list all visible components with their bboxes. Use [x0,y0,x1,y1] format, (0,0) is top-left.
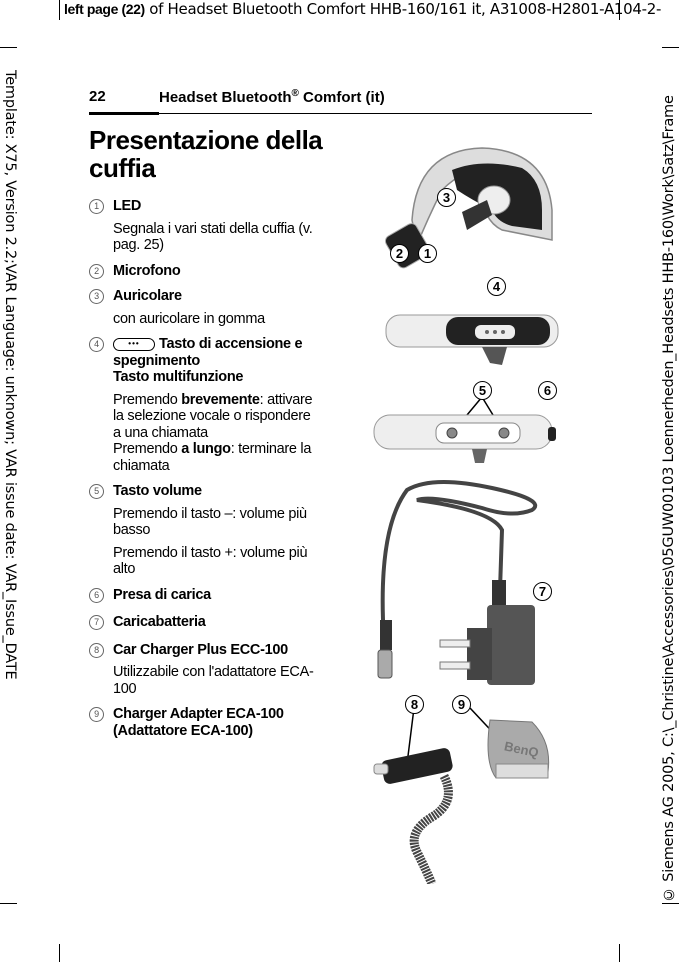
list-item [89,336,319,474]
crop-mark [662,903,679,904]
header-title-suffix: Comfort (it) [298,89,385,106]
car-charger-adapter-illustration [372,692,562,884]
list-item [89,642,319,698]
document-info-text: of Headset Bluetooth Comfort HHB-160/161 it, A31008-H2801-A104-2- [144,0,662,18]
callout-5: 5 [473,381,492,400]
number-circle-icon: 7 [89,615,104,630]
number-circle-icon: 1 [89,199,104,214]
crop-mark [59,944,60,962]
multifunction-button-icon: ••• [113,338,155,351]
item-title: LED [113,198,142,214]
list-item [89,198,319,254]
list-item [89,263,319,280]
desc-text: Premendo [113,441,182,457]
desc-emphasis: a lungo [181,441,231,457]
headset-top-view-drawing [372,275,562,365]
brand-logo: BenQ [502,738,540,761]
item-title-secondary: Tasto multifunzione [113,369,244,385]
callout-3: 3 [437,188,456,207]
header-title-text: Headset Bluetooth [159,89,292,106]
number-circle-icon: 3 [89,289,104,304]
crop-mark [662,47,679,48]
page-number: 22 [89,88,106,105]
headset-side-view-illustration [372,375,562,465]
item-description: Segnala i vari stati della cuffia (v. pag. 25) [113,220,313,253]
callout-7: 7 [533,582,552,601]
crop-mark [619,944,620,962]
item-title: Auricolare [113,288,182,304]
car-charger-adapter-drawing [372,692,562,884]
headset-top-view-illustration [372,275,562,365]
number-circle-icon: 8 [89,643,104,658]
callout-9: 9 [452,695,471,714]
crop-mark [0,47,17,48]
number-circle-icon: 2 [89,264,104,279]
item-title: Microfono [113,262,181,279]
page-title: Presentazione della cuffia [89,125,323,183]
list-item [89,587,319,604]
number-circle-icon: 5 [89,484,104,499]
list-item [89,706,319,739]
running-header [159,88,385,106]
template-info: Template: X75, Version 2.2;VAR Language: unknown; VAR issue date: VAR_Issue_DATE [2,70,18,680]
headset-illustration [372,130,562,270]
headset-side-view-drawing [372,375,562,465]
callout-2: 2 [390,244,409,263]
callout-6: 6 [538,381,557,400]
crop-mark [0,903,17,904]
list-item [89,288,319,327]
registered-mark: ® [291,88,299,99]
item-description [113,392,319,475]
desc-emphasis: brevemente [181,391,260,408]
copyright-path: © Siemens AG 2005, C:\_Christine\Accessories\05GUW00103 Loennerheden_Headsets HHB-160\Work\Satz\Frame [661,95,677,902]
list-item [89,614,319,631]
item-title: Caricabatteria [113,614,206,630]
item-title: Presa di carica [113,586,211,603]
crop-mark [59,0,60,20]
number-circle-icon: 9 [89,707,104,722]
list-item [89,483,319,578]
header-rule [89,113,592,114]
item-description: Premendo il tasto +: volume più alto [113,544,308,577]
mains-charger-drawing [372,470,562,690]
callout-8: 8 [405,695,424,714]
item-title-text: Tasto di accensione e spegnimento [113,336,303,369]
item-description: Utilizzabile con l'adattatore ECA-100 [113,664,314,697]
callout-1: 1 [418,244,437,263]
item-description: con auricolare in gomma [113,310,265,327]
desc-text: Premendo [113,391,182,408]
document-info-bar [64,0,661,18]
number-circle-icon: 4 [89,337,104,352]
desc-text: : terminare la chiamata [113,441,312,474]
mains-charger-illustration [372,470,562,690]
item-description: Premendo il tasto –: volume più basso [113,505,307,538]
item-title: Car Charger Plus ECC-100 [113,641,288,658]
page-label: left page (22) [64,1,145,17]
item-title: Tasto volume [113,483,202,499]
header-rule-accent [89,112,159,115]
item-title [113,336,319,369]
number-circle-icon: 6 [89,588,104,603]
callout-4: 4 [487,277,506,296]
item-title: Charger Adapter ECA-100 (Adattatore ECA-100) [113,706,284,739]
desc-text: : attivare la selezione vocale o rispondere a una chiamata [113,391,313,441]
component-list [89,198,319,748]
